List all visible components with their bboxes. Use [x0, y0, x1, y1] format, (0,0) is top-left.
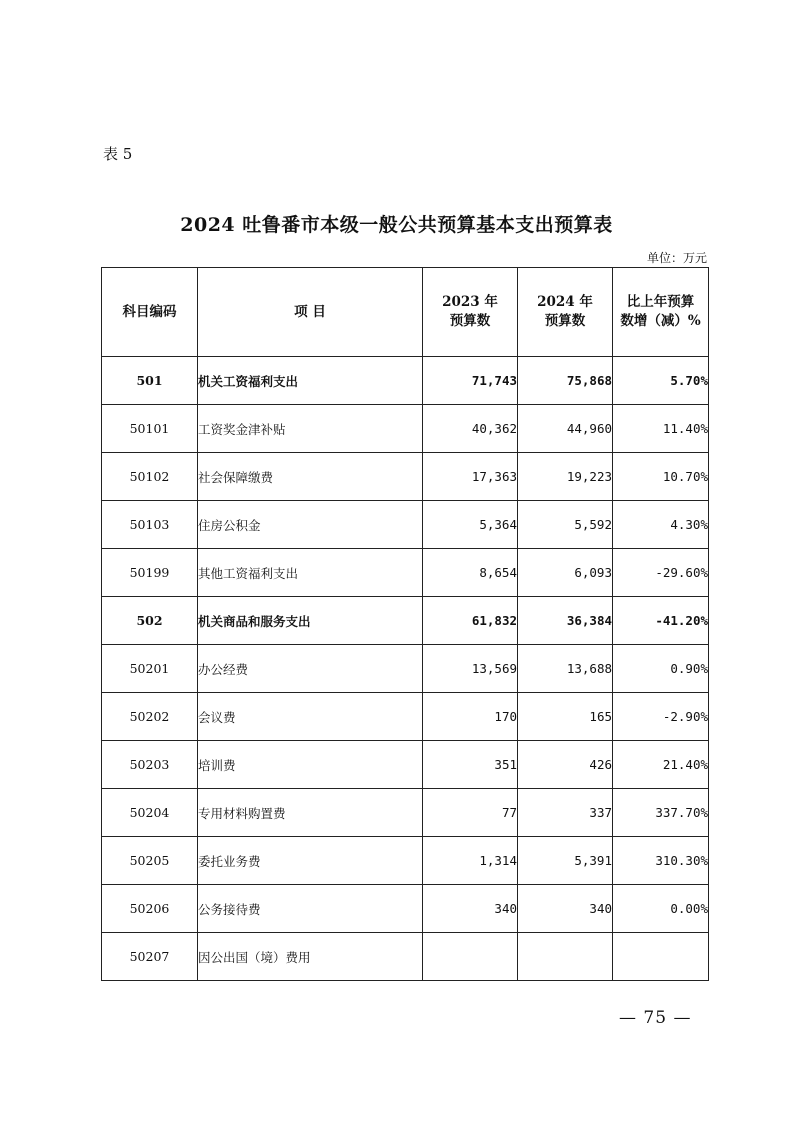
cell-change: -29.60% — [613, 549, 709, 597]
cell-budget-2023: 71,743 — [423, 357, 518, 405]
header-budget-2023-line1: 2023 年 — [442, 294, 498, 310]
header-budget-2024 — [518, 268, 613, 357]
cell-item: 工资奖金津补贴 — [198, 405, 423, 453]
cell-change — [613, 933, 709, 981]
header-budget-2023-line2: 预算数 — [449, 313, 491, 329]
cell-code: 50199 — [102, 549, 198, 597]
table-row — [102, 693, 709, 741]
cell-code: 50202 — [102, 693, 198, 741]
cell-item: 住房公积金 — [198, 501, 423, 549]
cell-budget-2024: 44,960 — [518, 405, 613, 453]
cell-change: 0.90% — [613, 645, 709, 693]
table-row — [102, 885, 709, 933]
cell-budget-2024: 5,592 — [518, 501, 613, 549]
cell-budget-2024 — [518, 933, 613, 981]
cell-item: 会议费 — [198, 693, 423, 741]
cell-item: 因公出国（境）费用 — [198, 933, 423, 981]
cell-change: 310.30% — [613, 837, 709, 885]
unit-note: 单位：万元 — [646, 251, 707, 265]
cell-item: 专用材料购置费 — [198, 789, 423, 837]
table-header-row — [102, 268, 709, 357]
cell-change: -41.20% — [613, 597, 709, 645]
cell-budget-2023: 8,654 — [423, 549, 518, 597]
cell-budget-2023: 77 — [423, 789, 518, 837]
cell-item: 机关工资福利支出 — [198, 357, 423, 405]
page-number: — 75 — — [619, 1008, 692, 1028]
cell-change: 337.70% — [613, 789, 709, 837]
table-row — [102, 741, 709, 789]
cell-budget-2023: 170 — [423, 693, 518, 741]
cell-budget-2023: 340 — [423, 885, 518, 933]
cell-budget-2023: 5,364 — [423, 501, 518, 549]
cell-budget-2024: 426 — [518, 741, 613, 789]
cell-budget-2023 — [423, 933, 518, 981]
cell-code: 50206 — [102, 885, 198, 933]
cell-change: 10.70% — [613, 453, 709, 501]
cell-change: 4.30% — [613, 501, 709, 549]
table-row — [102, 549, 709, 597]
cell-code: 501 — [102, 357, 198, 405]
table-row — [102, 837, 709, 885]
header-budget-2023 — [423, 268, 518, 357]
cell-item: 其他工资福利支出 — [198, 549, 423, 597]
table-row — [102, 405, 709, 453]
cell-budget-2024: 340 — [518, 885, 613, 933]
table-row — [102, 645, 709, 693]
cell-budget-2023: 17,363 — [423, 453, 518, 501]
cell-budget-2024: 337 — [518, 789, 613, 837]
table-body — [102, 357, 709, 981]
cell-item: 机关商品和服务支出 — [198, 597, 423, 645]
header-change-line1: 比上年预算 — [626, 294, 695, 310]
cell-code: 50101 — [102, 405, 198, 453]
document-title: 2024 吐鲁番市本级一般公共预算基本支出预算表 — [180, 214, 613, 236]
cell-code: 50201 — [102, 645, 198, 693]
header-budget-2024-line2: 预算数 — [544, 313, 586, 329]
table-row — [102, 933, 709, 981]
header-item: 项 目 — [198, 268, 423, 357]
header-change — [613, 268, 709, 357]
cell-item: 社会保障缴费 — [198, 453, 423, 501]
cell-budget-2024: 5,391 — [518, 837, 613, 885]
cell-budget-2024: 19,223 — [518, 453, 613, 501]
table-label: 表 5 — [103, 145, 133, 163]
cell-change: 21.40% — [613, 741, 709, 789]
cell-code: 50102 — [102, 453, 198, 501]
cell-budget-2024: 36,384 — [518, 597, 613, 645]
table-row — [102, 789, 709, 837]
cell-budget-2023: 13,569 — [423, 645, 518, 693]
table-row — [102, 357, 709, 405]
cell-code: 50103 — [102, 501, 198, 549]
cell-change: 11.40% — [613, 405, 709, 453]
cell-budget-2023: 40,362 — [423, 405, 518, 453]
cell-code: 502 — [102, 597, 198, 645]
cell-change: -2.90% — [613, 693, 709, 741]
cell-budget-2024: 75,868 — [518, 357, 613, 405]
header-budget-2024-line1: 2024 年 — [537, 294, 593, 310]
cell-budget-2024: 6,093 — [518, 549, 613, 597]
cell-change: 5.70% — [613, 357, 709, 405]
cell-change: 0.00% — [613, 885, 709, 933]
budget-table — [101, 267, 709, 981]
cell-item: 办公经费 — [198, 645, 423, 693]
cell-item: 委托业务费 — [198, 837, 423, 885]
cell-item: 公务接待费 — [198, 885, 423, 933]
cell-budget-2023: 1,314 — [423, 837, 518, 885]
cell-budget-2023: 61,832 — [423, 597, 518, 645]
cell-code: 50205 — [102, 837, 198, 885]
cell-item: 培训费 — [198, 741, 423, 789]
table-row — [102, 453, 709, 501]
table-row — [102, 501, 709, 549]
cell-code: 50207 — [102, 933, 198, 981]
cell-code: 50204 — [102, 789, 198, 837]
cell-code: 50203 — [102, 741, 198, 789]
table-row — [102, 597, 709, 645]
header-code: 科目编码 — [102, 268, 198, 357]
cell-budget-2023: 351 — [423, 741, 518, 789]
header-change-line2: 数增（减）% — [620, 313, 701, 329]
cell-budget-2024: 13,688 — [518, 645, 613, 693]
cell-budget-2024: 165 — [518, 693, 613, 741]
